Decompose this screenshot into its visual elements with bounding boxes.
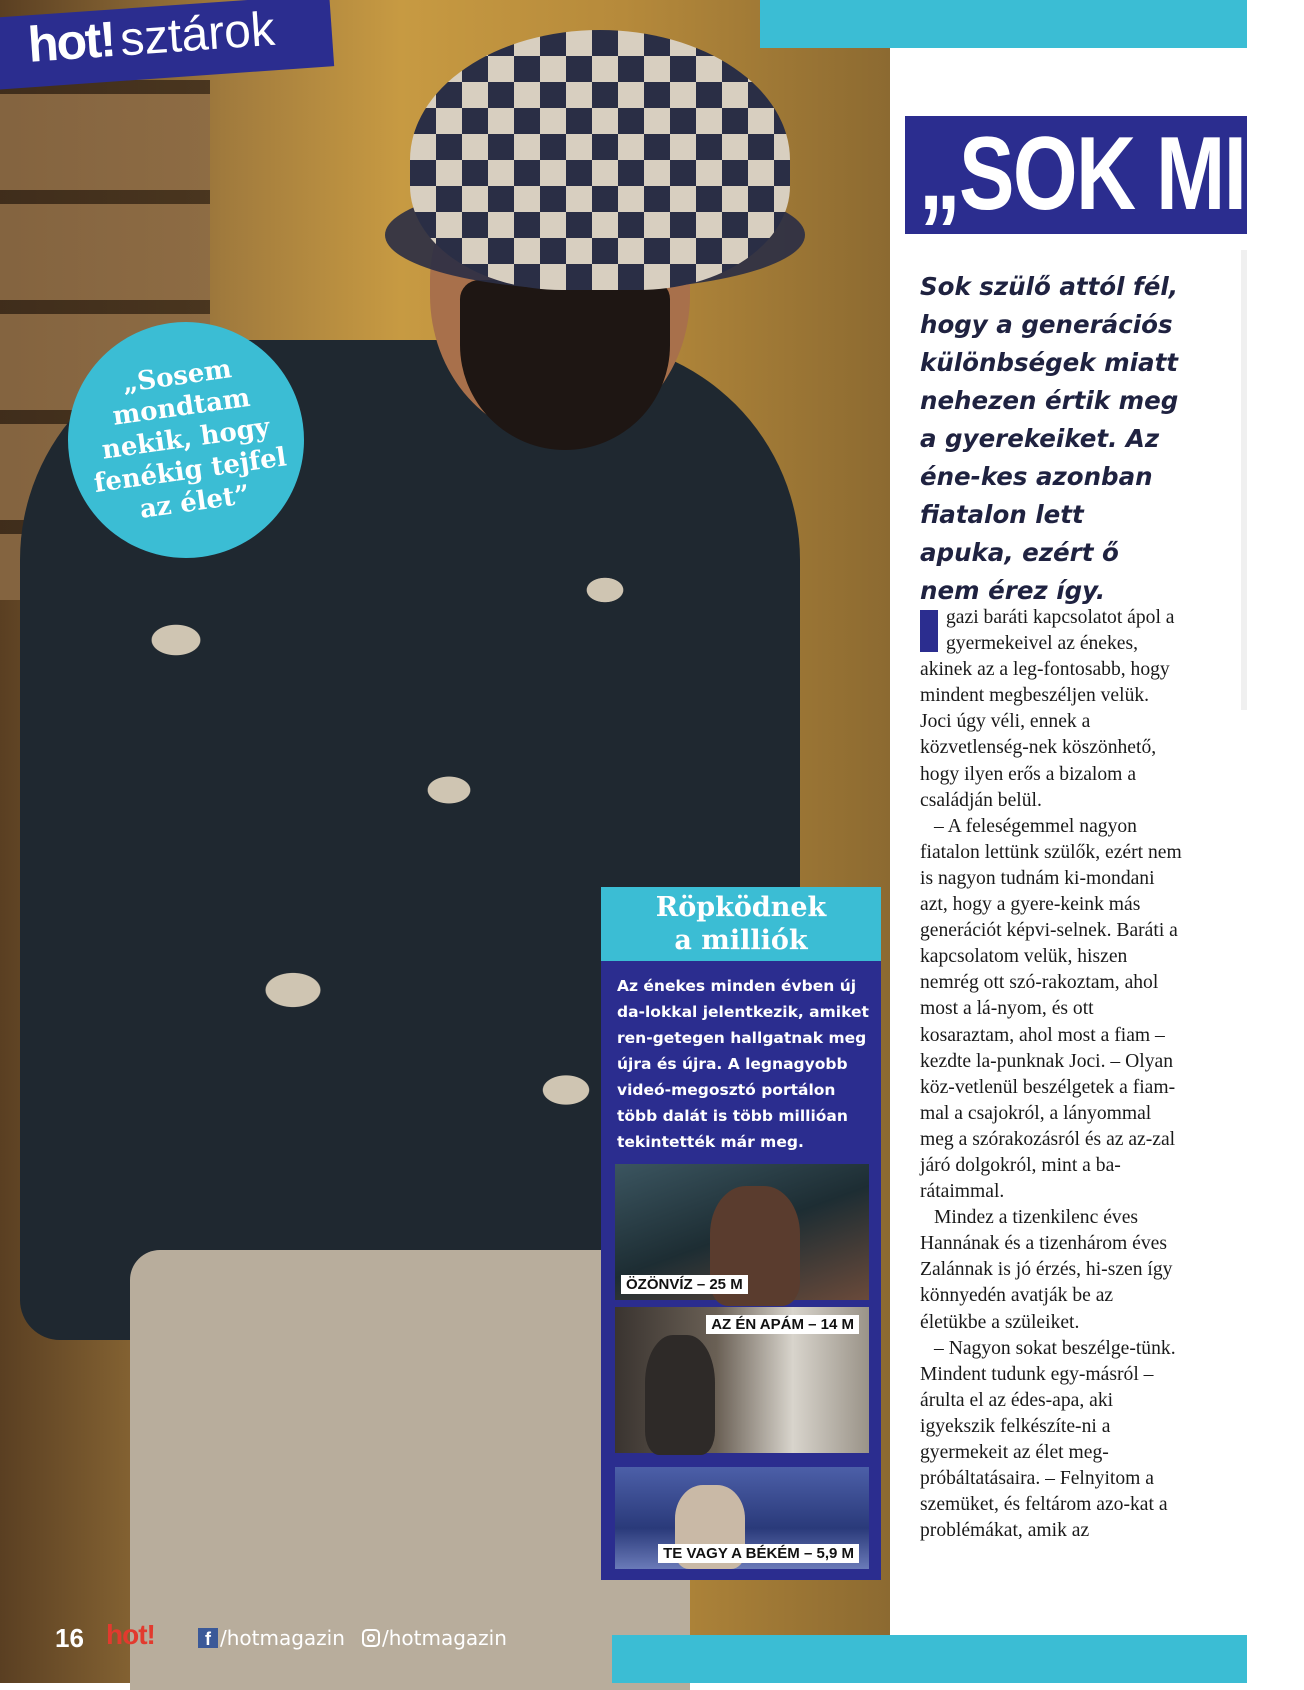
- article-lead: Sok szülő attól fél, hogy a generációs különbségek miatt nehezen értik meg a gyerekeiket. Az éne-kes azonban fiatalon lett apuka, ezért ő nem érez így.: [920, 272, 1179, 605]
- instagram-icon: [362, 1629, 380, 1647]
- video-label: TE VAGY A BÉKÉM – 5,9 M: [658, 1544, 859, 1563]
- body-paragraph: – Nagyon sokat beszélge-tünk. Mindent tudunk egy-másról – árulta el az édes-apa, aki igyekszik felkészíte-ni a gyermekeit az élet meg-próbáltatásaira. – Felnyitom a szemüket, és feltárom azo-kat a problémákat, amik az: [920, 1337, 1176, 1542]
- headline: „SOK MIN: [919, 116, 1304, 232]
- footer-brand: hot!: [106, 1619, 155, 1650]
- sidebar-text: Az énekes minden évben új da-lokkal jelentkezik, amiket ren-getegen hallgatnak meg újra és újra. A legnagyobb videó-megosztó portálon több dalát is több millióan tekintették már meg.: [617, 977, 869, 1151]
- sidebar-box: [601, 887, 881, 1580]
- footer-accent-bar: [612, 1635, 1247, 1683]
- drop-cap: [920, 610, 938, 652]
- sidebar-title-line: Röpködnek: [655, 892, 827, 923]
- video-thumbnail: [615, 1467, 869, 1569]
- facebook-icon: f: [198, 1628, 218, 1648]
- body-paragraph: [920, 605, 1182, 814]
- sidebar-title: [601, 891, 881, 957]
- sidebar-title-line: a milliók: [674, 925, 808, 956]
- facebook-handle: /hotmagazin: [220, 1626, 345, 1650]
- video-label: AZ ÉN APÁM – 14 M: [706, 1315, 859, 1334]
- quote-text: „Sosem mondtam nekik, hogy fenékig tejfel az élet”: [92, 353, 289, 525]
- facebook-link[interactable]: [198, 1626, 345, 1650]
- page-edge-line: [1241, 250, 1247, 710]
- body-paragraph: – A feleségemmel nagyon fiatalon lettünk szülők, ezért nem is nagyon tudnám ki-mondani azt, hogy a gyere-keink más generációt képvi-selnek. Baráti a kapcsolatom velük, hiszen nemrég ott szó-rakoztam, ahol most a lá-nyom, és ott kosaraztam, ahol most a fiam – kezdte la-punknak Joci. – Olyan köz-vetlenül beszélgetek a fiam-mal a csajokról, a lányommal meg a szórakozásról és az az-zal járó dolgokról, mint a ba-rátaimmal.: [920, 815, 1182, 1203]
- body-paragraph-text: gazi baráti kapcsolatot ápol a gyermekeivel az énekes, akinek az a leg-fontosabb, hogy mindent megbeszéljen velük. Joci úgy véli, ennek a közvetlenség-nek köszönhető, hogy ilyen erős a bizalom a családján belül.: [920, 607, 1175, 811]
- person-hat: [410, 30, 790, 290]
- video-thumbnail: [615, 1307, 869, 1453]
- instagram-handle: /hotmagazin: [382, 1626, 507, 1650]
- article-body: [920, 605, 1182, 1544]
- thumbnail-figure: [645, 1335, 715, 1455]
- section-tag-label: sztárok: [118, 2, 277, 67]
- instagram-link[interactable]: [362, 1626, 507, 1650]
- body-paragraph: Mindez a tizenkilenc éves Hannának és a tizenhárom éves Zalánnak is jó érzés, hi-szen így könnyedén avatják be az életükbe a szüleiket.: [920, 1207, 1173, 1333]
- sidebar-header: [601, 887, 881, 961]
- video-thumbnail: [615, 1164, 869, 1300]
- top-accent-bar: [760, 0, 1247, 48]
- page-number: 16: [55, 1623, 84, 1653]
- video-label: ÖZÖNVÍZ – 25 M: [621, 1275, 748, 1294]
- section-tag-brand: hot!: [26, 10, 117, 73]
- headline-bar: [905, 116, 1304, 234]
